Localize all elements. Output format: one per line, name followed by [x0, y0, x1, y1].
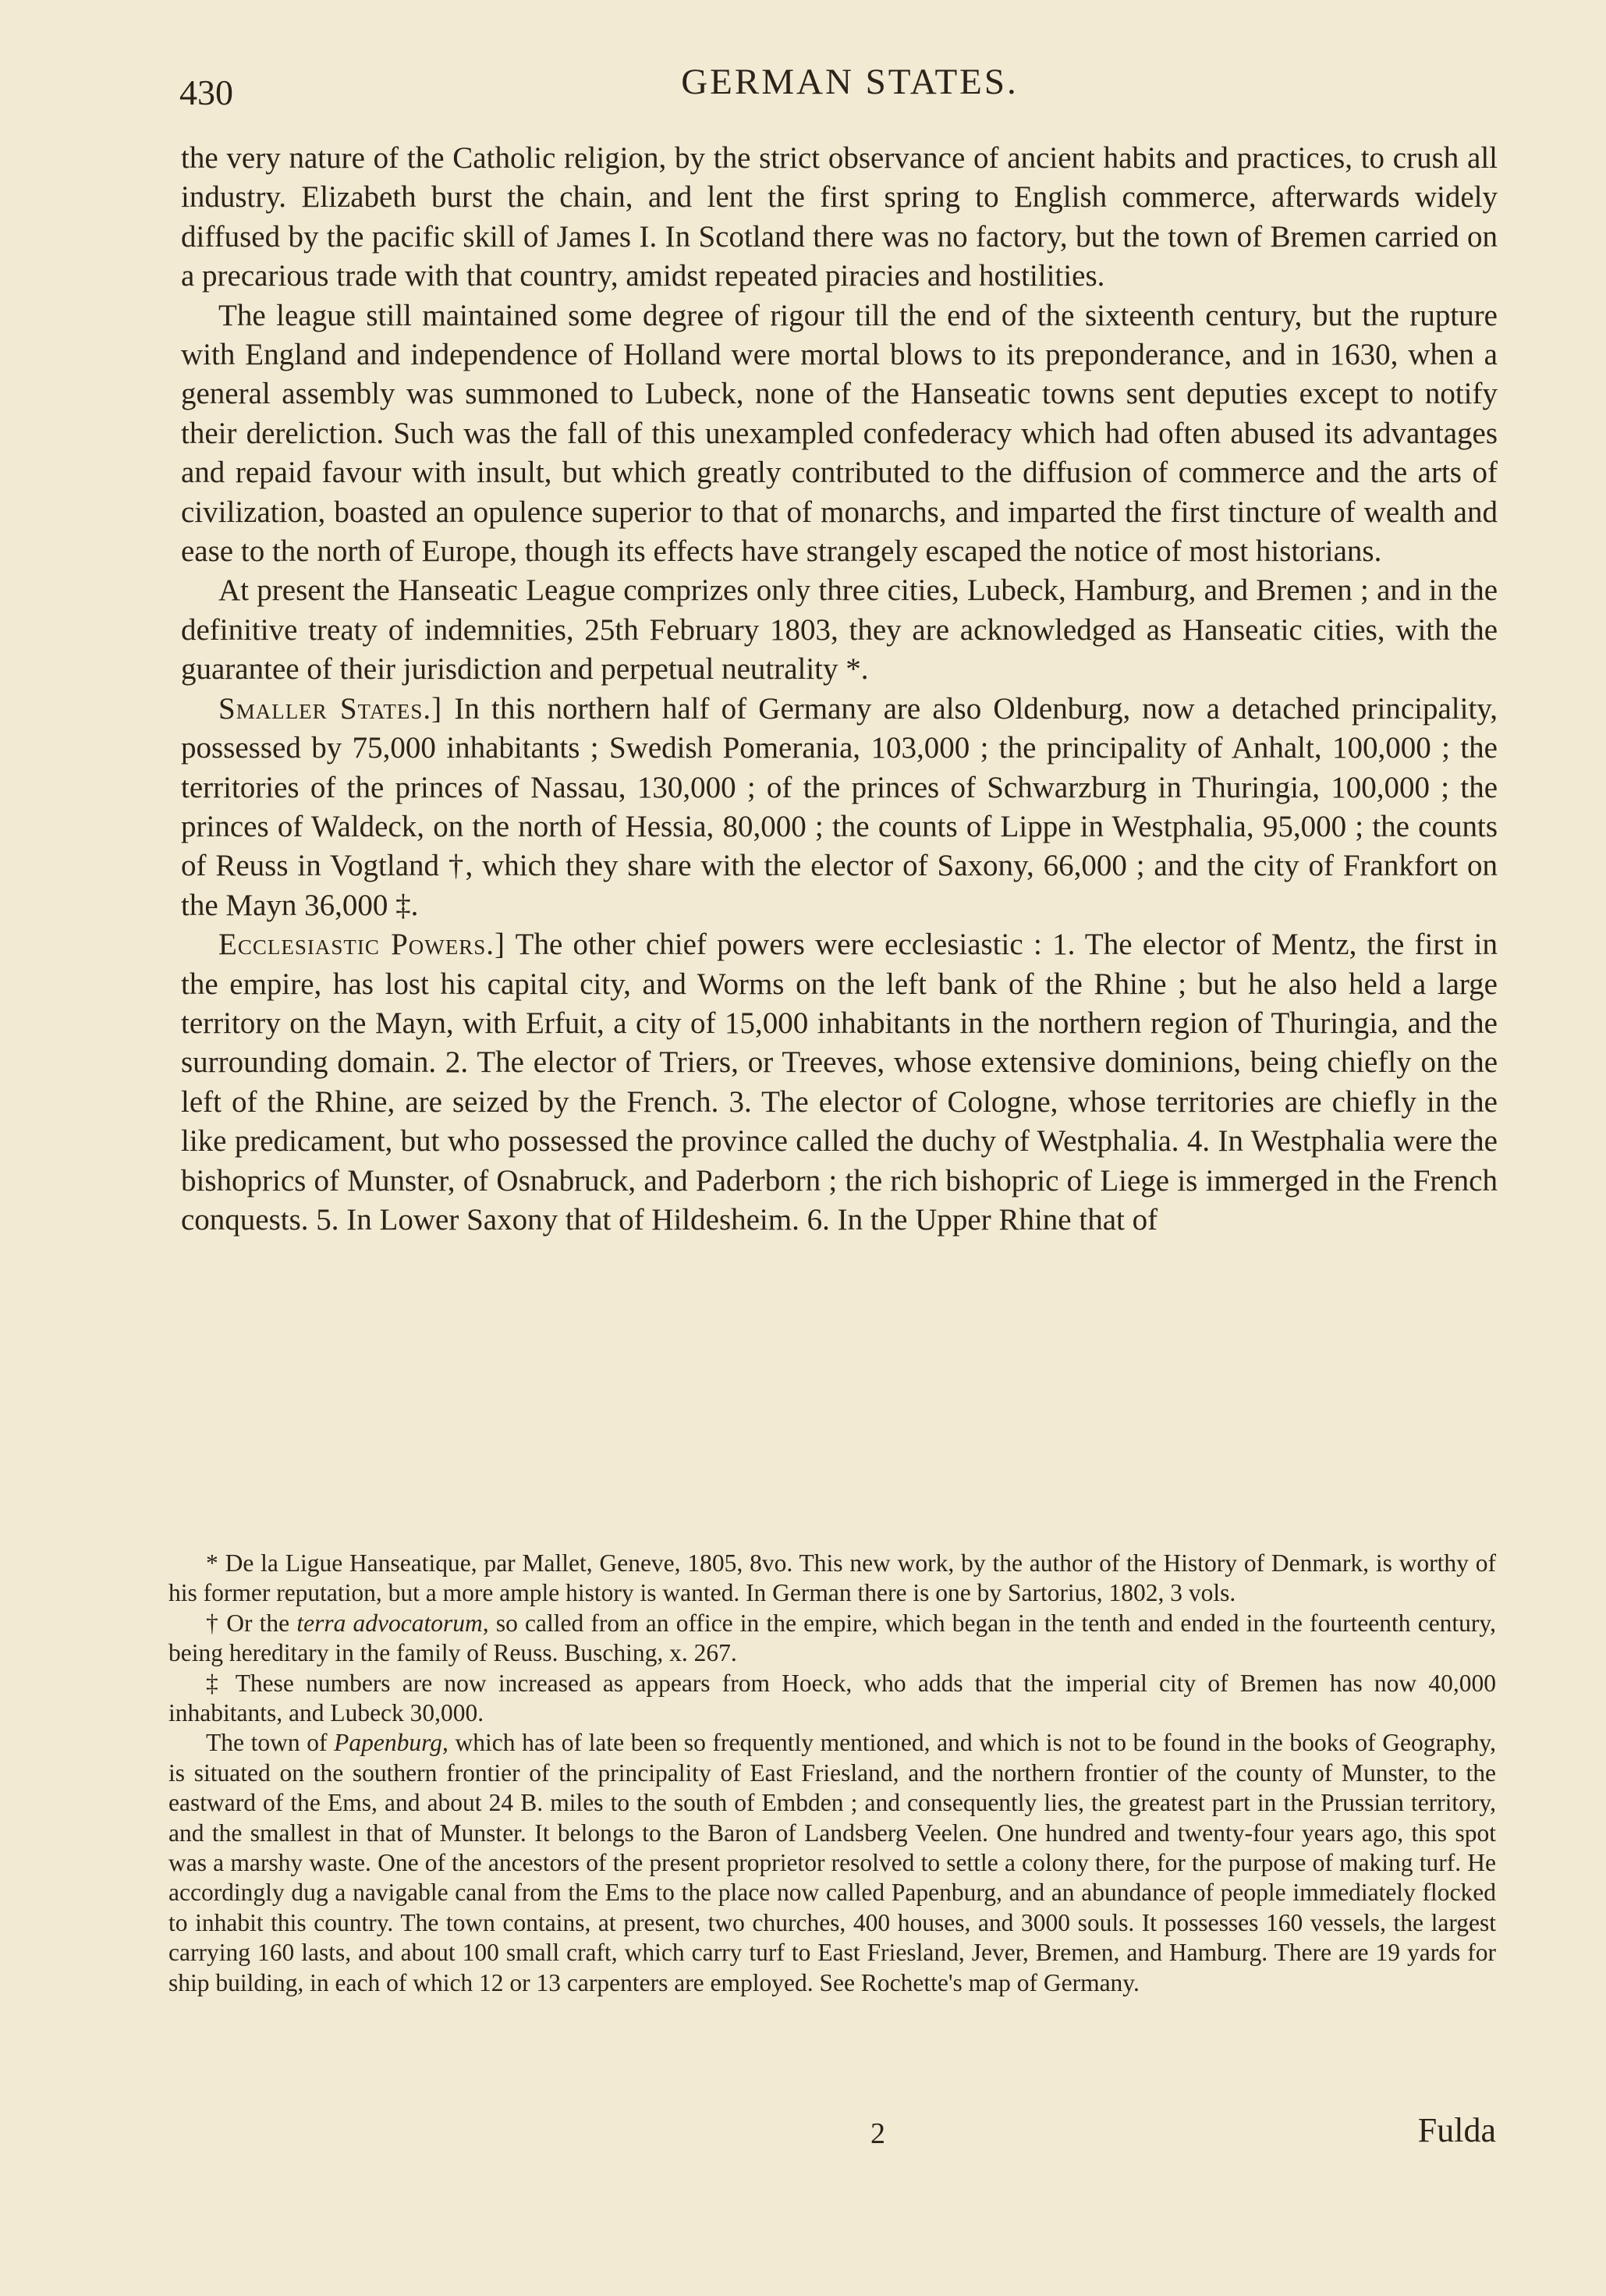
footnote-2-mark: † — [206, 1609, 220, 1637]
footnote-1 — [168, 1549, 1496, 1609]
paragraph-2: The league still maintained some degree of rigour till the end of the sixteenth century, but the rupture with England and independence of Holland were mortal blows to its preponderance, and in 1630, when a general assembly was summoned to Lubeck, none of the Hanseatic towns sent deputies except to notify their dereliction. Such was the fall of this unexampled confederacy which had often abused its advantages and repaid favour with insult, but which greatly contributed to the diffusion of commerce and the arts of civilization, boasted an opulence superior to that of monarchs, and imparted the first tincture of wealth and ease to the north of Europe, though its effects have strangely escaped the notice of most historians. — [181, 298, 1498, 569]
signature-mark: 2 — [870, 2117, 885, 2150]
footnote-4 — [168, 1728, 1496, 1998]
page-number: 430 — [179, 73, 233, 112]
paragraph-4-text: In this northern half of Germany are also Oldenburg, now a detached principality, possessed by 75,000 inhabitants ; Swedish Pomerania, 103,000 ; the principality of Anhalt, 100,000 ; the territories of the princes of Nassau, 130,000 ; of the princes of Schwarzburg in Thuringia, 100,000 ; the princes of Waldeck, on the north of Hessia, 80,000 ; the counts of Lippe in Westphalia, 95,000 ; the counts of Reuss in Vogtland †, which they share with the elector of Saxony, 66,000 ; and the city of Frankfort on the Mayn 36,000 ‡. — [181, 691, 1498, 922]
footnote-2-pre: Or the — [226, 1609, 290, 1637]
catchword: Fulda — [1417, 2111, 1496, 2149]
footnote-4-post: which has of late been so frequently mentioned, and which is not to be found in the books of Geography, is situated on the southern frontier of the principality of East Friesland, and the northern frontier of the county of Munster, to the eastward of the Ems, and about 24 B. miles to the south of Embden ; and consequently lies, the greatest part in the Prussian territory, and the smallest in that of Munster. It belongs to the Baron of Landsberg Veelen. One hundred and twenty-four years ago, this spot was a marshy waste. One of the ancestors of the present proprietor resolved to settle a colony there, for the purpose of making turf. He accordingly dug a navigable canal from the Ems to the place now called Papenburg, and an abundance of people immediately flocked to inhabit this country. The town contains, at present, two churches, 400 houses, and 3000 souls. It possesses 160 vessels, the largest carrying 160 lasts, and about 100 small craft, which carry turf to East Friesland, Jever, Bremen, and Hamburg. There are 19 yards for ship building, in each of which 12 or 13 carpenters are employed. See Rochette's map of Germany. — [168, 1729, 1497, 1996]
main-text — [181, 139, 1498, 1240]
footnote-1-mark: * — [206, 1549, 218, 1577]
footnotes — [168, 1549, 1496, 1998]
section-heading-smaller-states: Smaller States.] — [218, 691, 443, 726]
footnote-2-post: so called from an office in the empire, which began in the tenth and ended in the fourteenth century, being hereditary in the family of Reuss. Busching, x. 267. — [168, 1609, 1496, 1667]
running-title: GERMAN STATES. — [681, 62, 1019, 102]
paragraph-3: At present the Hanseatic League comprizes only three cities, Lubeck, Hamburg, and Bremen ; and in the definitive treaty of indemnities, 25th February 1803, they are acknowledged as Hanseatic cities, with the guarantee of their jurisdiction and perpetual neutrality *. — [181, 573, 1498, 687]
section-heading-ecclesiastic-powers: Ecclesiastic Powers.] — [218, 928, 506, 962]
footnote-4-italic: Papenburg, — [334, 1729, 448, 1757]
paragraph-5-text: The other chief powers were ecclesiastic : 1. The elector of Mentz, the first in the empire, has lost his capital city, and Worms on the left bank of the Rhine ; but he also held a large territory on the Mayn, with Erfuit, a city of 15,000 inhabitants in the northern region of Thuringia, and the surrounding domain. 2. The elector of Triers, or Treeves, whose extensive dominions, being chiefly on the left of the Rhine, are seized by the French. 3. The elector of Cologne, whose territories are chiefly in the like predicament, but who possessed the province called the duchy of Westphalia. 4. In Westphalia were the bishoprics of Munster, of Osnabruck, and Paderborn ; the rich bishopric of Liege is immerged in the French conquests. 5. In Lower Saxony that of Hildesheim. 6. In the Upper Rhine that of — [181, 928, 1498, 1237]
paragraph-5 — [181, 925, 1498, 1240]
footnote-3-text: These numbers are now increased as appears from Hoeck, who adds that the imperial city of Bremen has now 40,000 inhabitants, and Lubeck 30,000. — [168, 1669, 1496, 1727]
footnote-3 — [168, 1669, 1496, 1729]
footnote-2 — [168, 1609, 1496, 1669]
footnote-1-text: De la Ligue Hanseatique, par Mallet, Geneve, 1805, 8vo. This new work, by the author of the History of Denmark, is worthy of his former reputation, but a more ample history is wanted. In German there is one by Sartorius, 1802, 3 vols. — [168, 1549, 1496, 1607]
page-footer — [168, 2110, 1496, 2157]
paragraph-1: the very nature of the Catholic religion, by the strict observance of ancient habits and practices, to crush all industry. Elizabeth burst the chain, and lent the first spring to English commerce, afterwards widely diffused by the pacific skill of James I. In Scotland there was no factory, but the town of Bremen carried on a precarious trade with that country, amidst repeated piracies and hostilities. — [181, 141, 1498, 293]
paragraph-4 — [181, 690, 1498, 925]
page-header — [179, 61, 1520, 115]
footnote-4-pre: The town of — [206, 1729, 328, 1757]
footnote-3-mark: ‡ — [206, 1669, 225, 1697]
footnote-2-italic: terra advocatorum, — [296, 1609, 489, 1637]
